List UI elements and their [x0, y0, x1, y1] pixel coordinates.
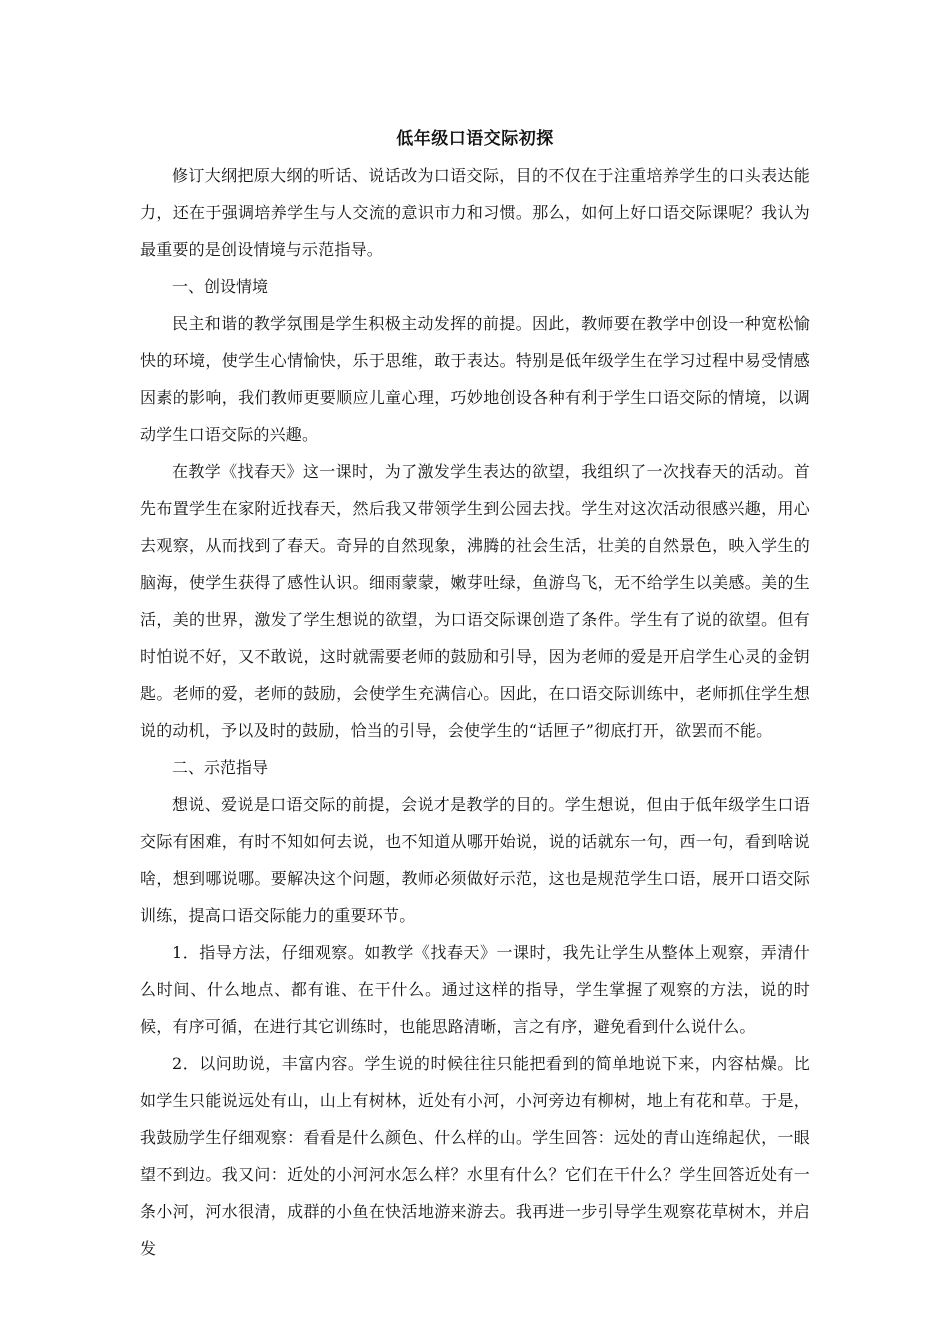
- document-title: 低年级口语交际初探: [396, 129, 554, 149]
- section-heading-1: 一、创设情境: [172, 277, 269, 296]
- intro-paragraph: 修订大纲把原大纲的听话、说话改为口语交际，目的不仅在于注重培养学生的口头表达能力，还在于强调培养学生与人交流的意识市力和习惯。那么，如何上好口语交际课呢？我认为最重要的是创设情境与示范指导。: [140, 166, 810, 259]
- section2-item-2: 2．以问助说，丰富内容。学生说的时候往往只能把看到的简单地说下来，内容枯燥。比如学生只能说远处有山，山上有树林，近处有小河，小河旁边有柳树，地上有花和草。于是，我鼓励学生仔细观察：看看是什么颜色、什么样的山。学生回答：远处的青山连绵起伏，一眼望不到边。我又问：近处的小河河水怎么样？水里有什么？它们在干什么？学生回答近处有一条小河，河水很清，成群的小鱼在快活地游来游去。我再进一步引导学生观察花草树木，并启发: [140, 1054, 810, 1258]
- section-heading-2: 二、示范指导: [172, 758, 269, 777]
- section2-item-1: 1．指导方法，仔细观察。如教学《找春天》一课时，我先让学生从整体上观察，弄清什么时间、什么地点、都有谁、在干什么。通过这样的指导，学生掌握了观察的方法，说的时候，有序可循，在进行其它训练时，也能思路清晰，言之有序，避免看到什么说什么。: [140, 943, 810, 1036]
- section2-paragraph-1: 想说、爱说是口语交际的前提，会说才是教学的目的。学生想说，但由于低年级学生口语交际有困难，有时不知如何去说，也不知道从哪开始说，说的话就东一句，西一句，看到啥说啥，想到哪说哪。要解决这个问题，教师必须做好示范，这也是规范学生口语，展开口语交际训练，提高口语交际能力的重要环节。: [140, 795, 810, 925]
- document-body: [140, 125, 810, 1267]
- section1-paragraph-2: 在教学《找春天》这一课时，为了激发学生表达的欲望，我组织了一次找春天的活动。首先布置学生在家附近找春天，然后我又带领学生到公园去找。学生对这次活动很感兴趣，用心去观察，从而找到了春天。奇异的自然现象，沸腾的社会生活，壮美的自然景色，映入学生的脑海，使学生获得了感性认识。细雨蒙蒙，嫩芽吐绿，鱼游鸟飞，无不给学生以美感。美的生活，美的世界，激发了学生想说的欲望，为口语交际课创造了条件。学生有了说的欲望。但有时怕说不好，又不敢说，这时就需要老师的鼓励和引导，因为老师的爱是开启学生心灵的金钥匙。老师的爱，老师的鼓励，会使学生充满信心。因此，在口语交际训练中，老师抓住学生想说的动机，予以及时的鼓励，恰当的引导，会使学生的“话匣子”彻底打开，欲罢而不能。: [140, 462, 810, 740]
- section1-paragraph-1: 民主和谐的教学氛围是学生积极主动发挥的前提。因此，教师要在教学中创设一种宽松愉快的环境，使学生心情愉快，乐于思维，敢于表达。特别是低年级学生在学习过程中易受情感因素的影响，我们教师更要顺应儿童心理，巧妙地创设各种有利于学生口语交际的情境，以调动学生口语交际的兴趣。: [140, 314, 810, 444]
